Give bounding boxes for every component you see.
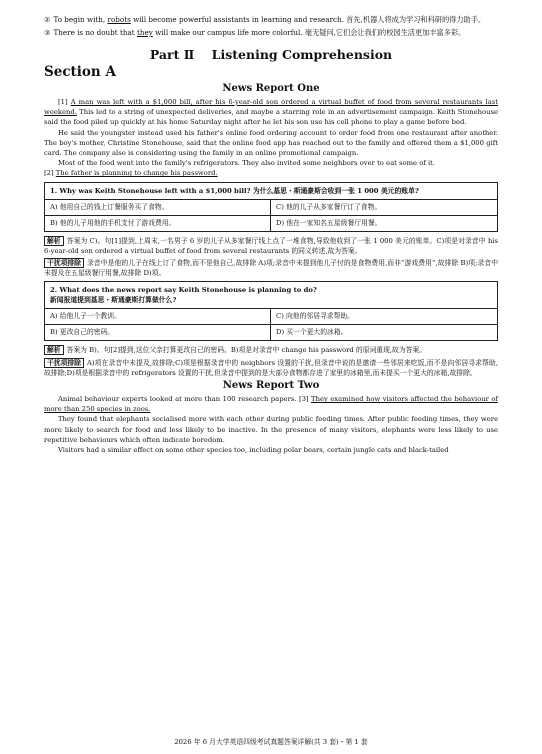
paragraph-text: This led to a string of unexpected deliveries, and maybe a starring role in an advertisement campaign. Keith Stonehouse said the food piled up quickly at his home Saturday night after he let his son use his cell phone to play a game before bed. xyxy=(44,108,498,127)
intro-sentence-3 xyxy=(44,27,498,38)
explanation-2 xyxy=(44,345,498,355)
distractor-text: 录音中是他的儿子在线上订了食物,而不是他自己,故排除 A)项;录音中未提到他儿子付的是食物费用,而非“游戏费用”,故排除 B)项;录音中未提及在五星级餐厅用餐,故排除 D)项。 xyxy=(44,259,498,278)
intro-underline: they xyxy=(136,28,153,37)
intro-underline: robots xyxy=(107,15,131,24)
intro-text-post: will become powerful assistants in learning and research. 首先,机器人将成为学习和科研的得力助手。 xyxy=(130,15,486,24)
explanation-1 xyxy=(44,236,498,256)
report-two-paragraph-2: They found that elephants socialised more with each other during public feeding times. After public feeding times, they were more likely to search for food and less likely to be inactive. In the presence of many visitors, elephants were less likely to use repetitive behaviours which often indicate boredom. xyxy=(44,415,498,444)
report-two-title: News Report Two xyxy=(222,380,320,392)
intro-text-pre: There is no doubt that xyxy=(53,28,137,37)
question-2-english: 2. What does the news report say Keith Stonehouse is planning to do? xyxy=(50,286,317,295)
distractor-analysis-2 xyxy=(44,358,498,378)
option-a: A) 给他儿子一个教训。 xyxy=(45,309,271,325)
question-2-chinese: 新闻报道提到基思・斯通豪斯打算做什么? xyxy=(50,296,177,305)
report-one-paragraph-1 xyxy=(44,97,498,128)
distractor-tag: 干扰项排除 xyxy=(44,358,84,368)
intro-sentence-2 xyxy=(44,14,498,25)
option-a: A) 他用自己的钱上订餐服务买了食物。 xyxy=(45,200,271,216)
report-two-paragraph-3: Visitors had a similar effect on some other species too, including polar bears, certain jungle cats and black-tailed xyxy=(58,446,449,455)
page-footer: 2026 年 6 月大学英语四级考试真题答案详解(共 3 套)・第 1 套 xyxy=(174,738,368,746)
option-b: B) 他的儿子用他的手机支付了游戏费用。 xyxy=(45,216,271,231)
report-one-title: News Report One xyxy=(222,83,320,94)
question-2-box xyxy=(44,281,498,341)
intro-number: ② xyxy=(44,15,51,24)
report-one-paragraph-4 xyxy=(44,168,498,178)
question-2-options xyxy=(45,309,497,340)
distractor-analysis-1 xyxy=(44,258,498,278)
section-title: Section A xyxy=(44,64,116,80)
sentence-marker: [2] xyxy=(44,169,56,178)
distractor-text: A)项在录音中未提及,故排除;C)项是根据录音中的 neighbors 设置的干扰,但录音中说的是邀请一些邻居来吃饭,而不是向邻居寻求帮助,故排除;D)项是根据录音中的 refrigerators 设置的干扰,但录音中提到的是大部分食物都存进了家里的冰箱里,而未提买一个更大的冰箱,故排除。 xyxy=(44,358,498,377)
underlined-sentence: They examined how visitors affected the behaviour of more than 250 species in zoos. xyxy=(44,395,498,414)
underlined-sentence: A man was left with a $1,000 bill, after his 6-year-old son ordered a virtual buffet of food from several restaurants last weekend. xyxy=(44,98,498,117)
underlined-sentence: The father is planning to change his password. xyxy=(55,169,218,178)
explanation-text: 答案为 B)。句[2]提到,这位父亲打算更改自己的密码。B)项是对录音中 change his password 的原词重现,故为答案。 xyxy=(66,346,427,355)
explanation-tag: 解析 xyxy=(44,345,64,355)
option-b: B) 更改自己的密码。 xyxy=(45,325,271,340)
question-2-stem xyxy=(45,282,497,309)
option-d: D) 买一个更大的冰箱。 xyxy=(276,328,348,337)
intro-number: ③ xyxy=(44,28,51,37)
intro-text-pre: To begin with, xyxy=(53,15,108,24)
option-c: C) 他的儿子从多家餐厅订了食物。 xyxy=(271,200,497,216)
question-1-stem: 1. Why was Keith Stonehouse left with a $1,000 bill? 为什么基思・斯通豪斯会收到一张 1 000 美元的账单? xyxy=(45,183,497,200)
intro-text-post: will make our campus life more colorful. 毫无疑问,它们会让我们的校园生活更加丰富多彩。 xyxy=(152,28,466,37)
report-two-paragraph-1 xyxy=(44,394,498,414)
report-one-paragraph-2: He said the youngster instead used his father's online food ordering account to order food from one restaurant after another. The boy's mother, Christine Stonehouse, said that the online food app has reached out to the family and offered them a $1,000 gift card. The company also is considering using the family in an online promotional campaign. xyxy=(44,128,498,158)
question-1-options xyxy=(45,200,497,231)
option-c: C) 向他的邻居寻求帮助。 xyxy=(271,309,497,325)
option-d: D) 他在一家知名五星级餐厅用餐。 xyxy=(276,218,382,227)
report-one-paragraph-3: Most of the food went into the family's refrigerators. They also invited some neighbors over to eat some of it. xyxy=(58,159,436,168)
explanation-text: 答案为 C)。句[1]提到,上周末,一名男子 6 岁的儿子从多家餐厅线上点了一堆食物,导致他收到了一张 1 000 美元的账单。C)项是对录音中 his 6-year-old son ordered a virtual buffet of food from several restaurants 的同义转述,故为答案。 xyxy=(44,236,498,255)
question-1-box xyxy=(44,182,498,232)
distractor-tag: 干扰项排除 xyxy=(44,258,84,268)
sentence-marker: [1] xyxy=(58,98,71,106)
part-title: Part Ⅱ Listening Comprehension xyxy=(149,47,393,62)
explanation-tag: 解析 xyxy=(44,236,64,246)
paragraph-text: Animal behaviour experts looked at more than 100 research papers. [3] xyxy=(58,395,312,404)
